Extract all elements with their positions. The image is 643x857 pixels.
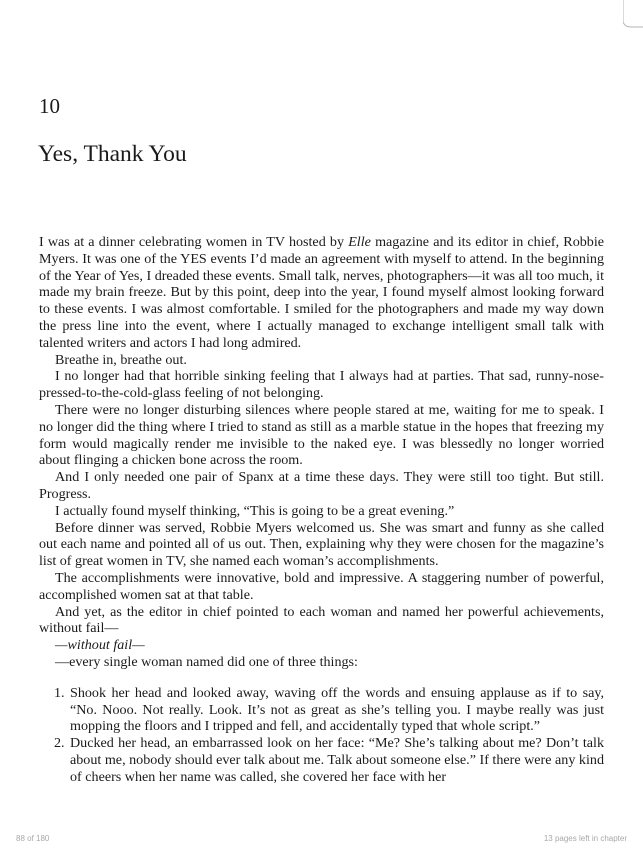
paragraph: Breathe in, breathe out. (55, 351, 187, 368)
paragraph: I actually found myself thinking, “This is going to be a great evening.” (55, 502, 455, 519)
list-item (39, 685, 604, 735)
list-item-text: Shook her head and looked away, waving off the words and ensuing applause as if to say, “No. Nooo. Not really. Look. It’s not as great as she’s telling you. I maybe really was just mopping the floors and I tripped and fell, and accidentally typed that whole script.” (70, 684, 604, 735)
list-item-number: 2. (54, 735, 65, 752)
paragraph: I was at a dinner celebrating women in TV hosted by Elle magazine and its editor in chief, Robbie Myers. It was one of the YES events I’d made an agreement with myself to attend. In the beginning of the Year of Yes, I dreaded these events. Small talk, nerves, photographers—it was all too much, it made my brain freeze. But by this point, deep into the year, I found myself almost looking forward to these events. I was almost comfortable. I smiled for the photographers and made my way down the press line into the event, where I actually managed to exchange intelligent small talk with talented writers and actors I had long admired. (39, 234, 605, 351)
list-item-number: 1. (54, 684, 65, 701)
paragraph: And yet, as the editor in chief pointed to each woman and named her powerful achievements, without fail— (39, 603, 604, 637)
numbered-list (39, 685, 604, 786)
list-item (39, 735, 604, 785)
paragraph: I no longer had that horrible sinking feeling that I always had at parties. That sad, runny-nose-pressed-to-the-cold-glass feeling of not belonging. (39, 368, 604, 402)
page-position: 88 of 180 (16, 834, 50, 843)
paragraph: The accomplishments were innovative, bold and impressive. A staggering number of powerful, accomplished women sat at that table. (39, 569, 604, 603)
pages-left-in-chapter: 13 pages left in chapter (543, 834, 627, 843)
paragraph: And I only needed one pair of Spanx at a time these days. They were still too tight. But still. Progress. (39, 469, 604, 502)
chapter-title: Yes, Thank You (38, 141, 187, 167)
paragraph: Before dinner was served, Robbie Myers welcomed us. She was smart and funny as she called out each name and pointed all of us out. Then, explaining why they were chosen for the magazine’s list of great women in TV, she named each woman’s accomplishments. (39, 519, 604, 570)
paragraph: —every single woman named did one of three things: (55, 653, 358, 670)
paragraph: —without fail— (55, 637, 145, 654)
list-item-text: Ducked her head, an embarrassed look on her face: “Me? She’s talking about me? Don’t talk about me, nobody should ever talk about me. Talk about someone else.” If there were any kind of cheers when her name was called, she covered her face with her (70, 735, 604, 785)
chapter-body (39, 234, 604, 786)
paragraph: There were no longer disturbing silences where people stared at me, waiting for me to speak. I no longer did the thing where I tried to stand as still as a marble statue in the hopes that freezing my form would magically render me invisible to the naked eye. I was blessedly no longer worried about flinging a chicken bone across the room. (39, 401, 604, 469)
page-curl-icon[interactable] (623, 0, 643, 28)
chapter-number: 10 (39, 94, 60, 118)
